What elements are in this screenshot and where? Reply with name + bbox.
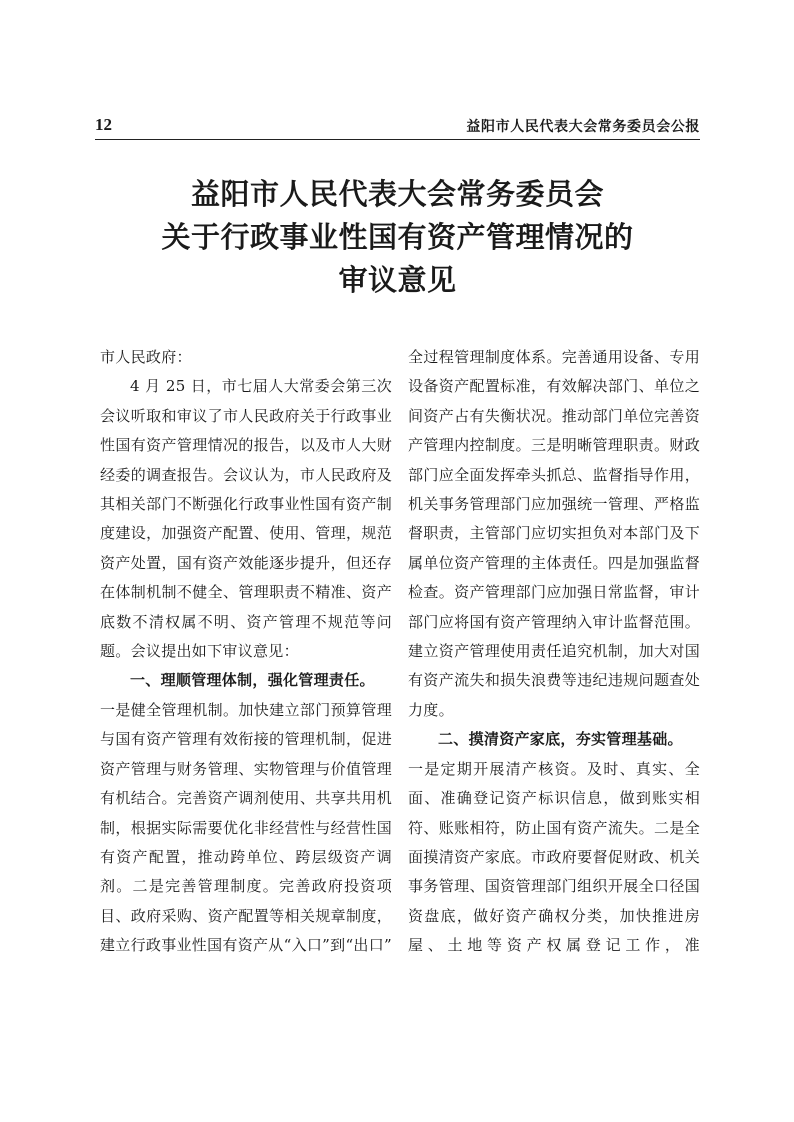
- body-column-right: [408, 343, 700, 961]
- running-header: [95, 111, 700, 140]
- section-1-paragraph: [100, 696, 392, 961]
- section-1-paragraph-continued: 全过程管理制度体系。完善通用设备、专用设备资产配置标准，有效解决部门、单位之间资产占有失衡状况。推动部门单位完善资产管理内控制度。三是明晰管理职责。财政部门应全面发挥牵头抓总、监督指导作用，机关事务管理部门应加强统一管理、严格监督职责，主管部门应切实担负对本部门及下属单位资产管理的主体责任。四是加强监督检查。资产管理部门应加强日常监督，审计部门应将国有资产管理纳入审计监督范围。建立资产管理使用责任追究机制，加大对国有资产流失和损失浪费等违纪违规问题查处力度。: [408, 348, 700, 719]
- section-1-text: 一是健全管理机制。加快建立部门预算管理与国有资产管理有效衔接的管理机制，促进资产管理与财务管理、实物管理与价值管理有机结合。完善资产调剂使用、共享共用机制，根据实际需要优化非经营性与经营性国有资产配置，推动跨单位、跨层级资产调剂。二是完善管理制度。完善政府投资项目、政府采购、资产配置等相关规章制度，建立行政事业性国有资产从“入口”到“出口”: [100, 700, 392, 955]
- section-2-paragraph: 一是定期开展清产核资。及时、真实、全面、准确登记资产标识信息，做到账实相符、账账相符，防止国有资产流失。二是全面摸清资产家底。市政府要督促财政、机关事务管理、国资管理部门组织开展全口径国资盘底，做好资产确权分类，加快推进房屋、土地等资产权属登记工作，准: [408, 759, 700, 955]
- intro-paragraph: 4 月 25 日，市七届人大常委会第三次会议听取和审议了市人民政府关于行政事业性国有资产管理情况的报告，以及市人大财经委的调查报告。会议认为，市人民政府及其相关部门不断强化行政事业性国有资产制度建设，加强资产配置、使用、管理，规范资产处置，国有资产效能逐步提升，但还存在体制机制不健全、管理职责不精准、资产底数不清权属不明、资产管理不规范等问题。会议提出如下审议意见：: [100, 377, 392, 661]
- section-2-heading-text: 二、摸清资产家底，夯实管理基础。: [438, 730, 683, 749]
- section-2-heading: [408, 725, 700, 754]
- document-title: [95, 173, 700, 302]
- body-column-left: [100, 343, 392, 961]
- page-number: 12: [95, 115, 112, 134]
- title-line-3: 审议意见: [338, 263, 457, 297]
- section-1-heading: [100, 666, 392, 695]
- section-1-heading-text: 一、理顺管理体制，强化管理责任。: [130, 671, 375, 690]
- title-line-1: 益阳市人民代表大会常务委员会: [190, 177, 604, 211]
- salutation: 市人民政府：: [100, 348, 192, 366]
- title-line-2: 关于行政事业性国有资产管理情况的: [161, 220, 634, 254]
- bulletin-title: 益阳市人民代表大会常务委员会公报: [466, 119, 700, 135]
